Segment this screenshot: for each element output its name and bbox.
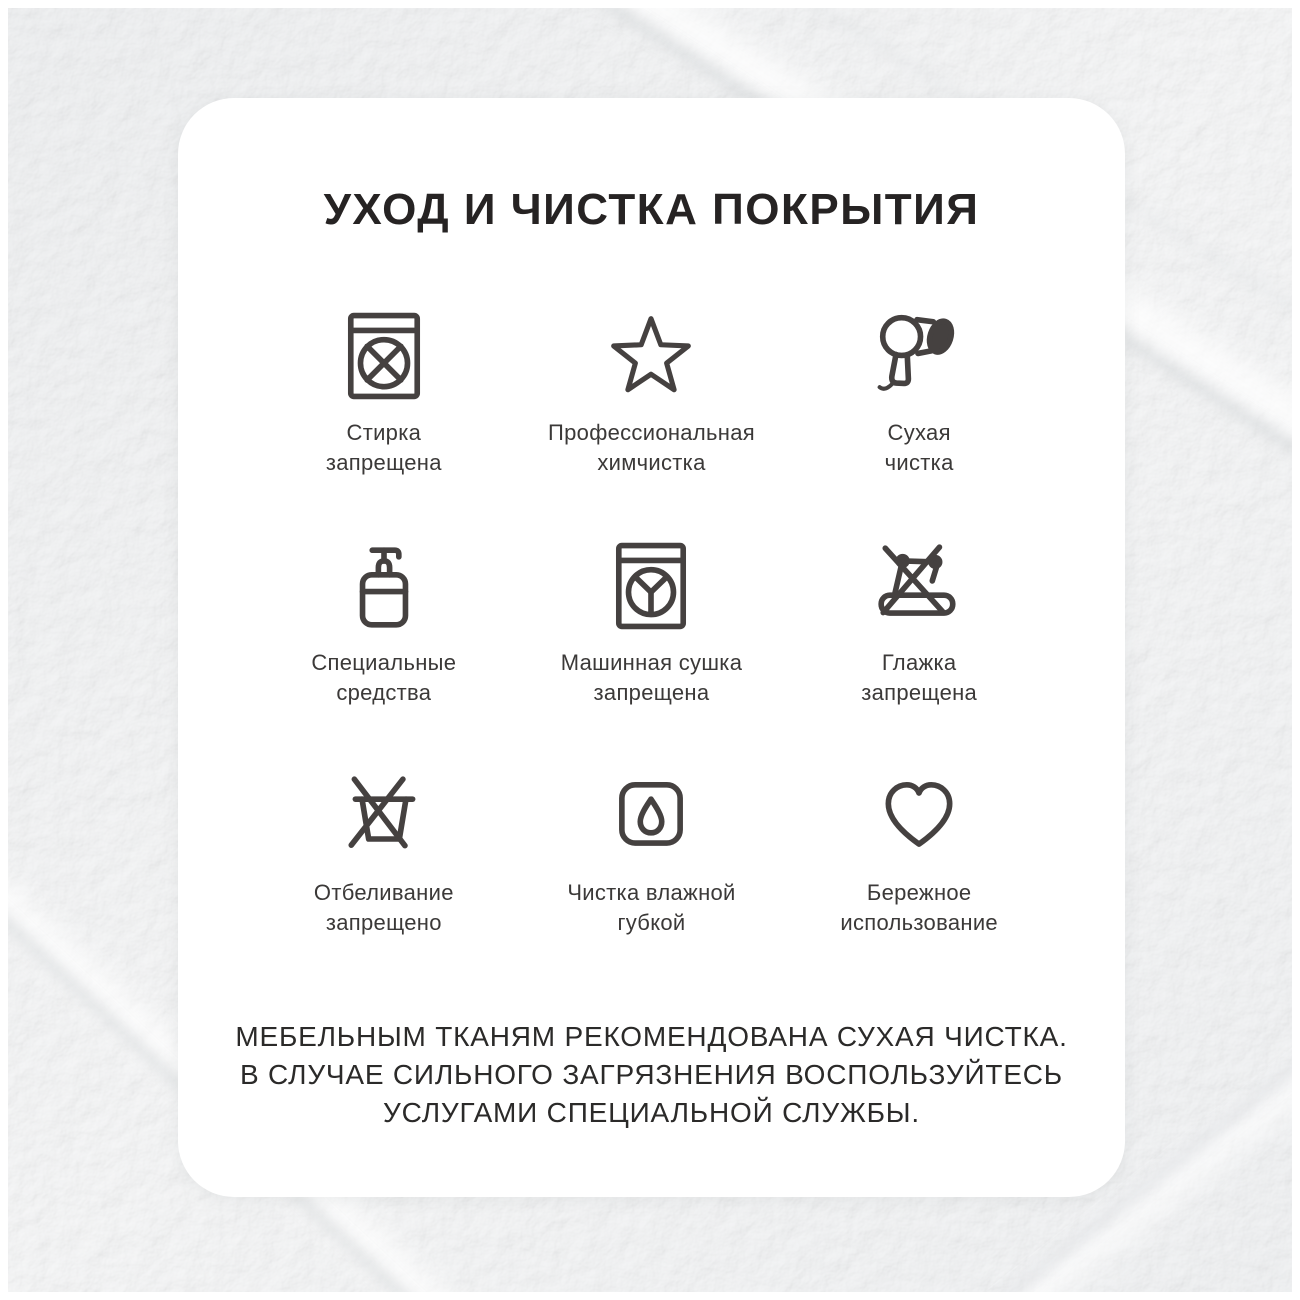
care-item-label xyxy=(311,648,456,708)
care-item-iron-prohibited xyxy=(785,540,1053,770)
care-item-label xyxy=(326,418,442,478)
care-item-machine-dry-prohibited xyxy=(518,540,786,770)
label-line1: Стирка xyxy=(346,419,422,445)
care-item-label xyxy=(567,878,735,938)
care-item-gentle-use xyxy=(785,770,1053,1000)
machine-dry-prohibited-icon xyxy=(605,540,697,632)
label-line1: Специальные xyxy=(311,649,457,675)
note-line2: В СЛУЧАЕ СИЛЬНОГО ЗАГРЯЗНЕНИЯ ВОСПОЛЬЗУЙТЕСЬ xyxy=(240,1058,1063,1090)
iron-prohibited-icon xyxy=(873,540,965,632)
care-item-bleach-prohibited xyxy=(250,770,518,1000)
note-line1: МЕБЕЛЬНЫМ ТКАНЯМ РЕКОМЕНДОВАНА СУХАЯ ЧИСТКА. xyxy=(235,1020,1068,1052)
label-line1: Отбеливание xyxy=(313,879,454,905)
care-item-label xyxy=(314,878,454,938)
care-item-special-products xyxy=(250,540,518,770)
label-line2: запрещена xyxy=(593,679,710,705)
label-line2: чистка xyxy=(884,449,954,475)
gentle-use-heart-icon xyxy=(873,770,965,862)
care-item-wet-sponge xyxy=(518,770,786,1000)
label-line1: Глажка xyxy=(881,649,957,675)
label-line2: запрещена xyxy=(861,679,978,705)
label-line2: запрещена xyxy=(325,449,442,475)
care-icons-grid xyxy=(178,310,1125,1000)
special-products-dispenser-icon xyxy=(338,540,430,632)
care-item-professional-dry-clean xyxy=(518,310,786,540)
label-line1: Сухая xyxy=(887,419,951,445)
label-line1: Чистка влажной xyxy=(567,879,736,905)
label-line1: Машинная сушка xyxy=(560,649,743,675)
label-line2: использование xyxy=(840,909,998,935)
label-line2: химчистка xyxy=(597,449,706,475)
label-line1: Бережное xyxy=(866,879,972,905)
wet-sponge-clean-icon xyxy=(605,770,697,862)
care-item-wash-prohibited xyxy=(250,310,518,540)
care-card xyxy=(178,98,1125,1197)
label-line1: Профессиональная xyxy=(548,419,755,445)
note-line3: УСЛУГАМИ СПЕЦИАЛЬНОЙ СЛУЖБЫ. xyxy=(383,1096,920,1128)
care-item-label xyxy=(840,878,998,938)
care-item-label xyxy=(861,648,977,708)
professional-dry-clean-star-icon xyxy=(605,310,697,402)
care-item-dry-cleaning xyxy=(785,310,1053,540)
care-item-label xyxy=(548,418,755,478)
page-title: УХОД И ЧИСТКА ПОКРЫТИЯ xyxy=(323,185,980,234)
care-item-label xyxy=(561,648,743,708)
wash-prohibited-icon xyxy=(338,310,430,402)
care-note xyxy=(178,1018,1125,1132)
hair-dryer-icon xyxy=(873,310,965,402)
care-item-label xyxy=(885,418,954,478)
label-line2: губкой xyxy=(617,909,686,935)
bleach-prohibited-icon xyxy=(338,770,430,862)
label-line2: средства xyxy=(336,679,432,705)
label-line2: запрещено xyxy=(325,909,442,935)
